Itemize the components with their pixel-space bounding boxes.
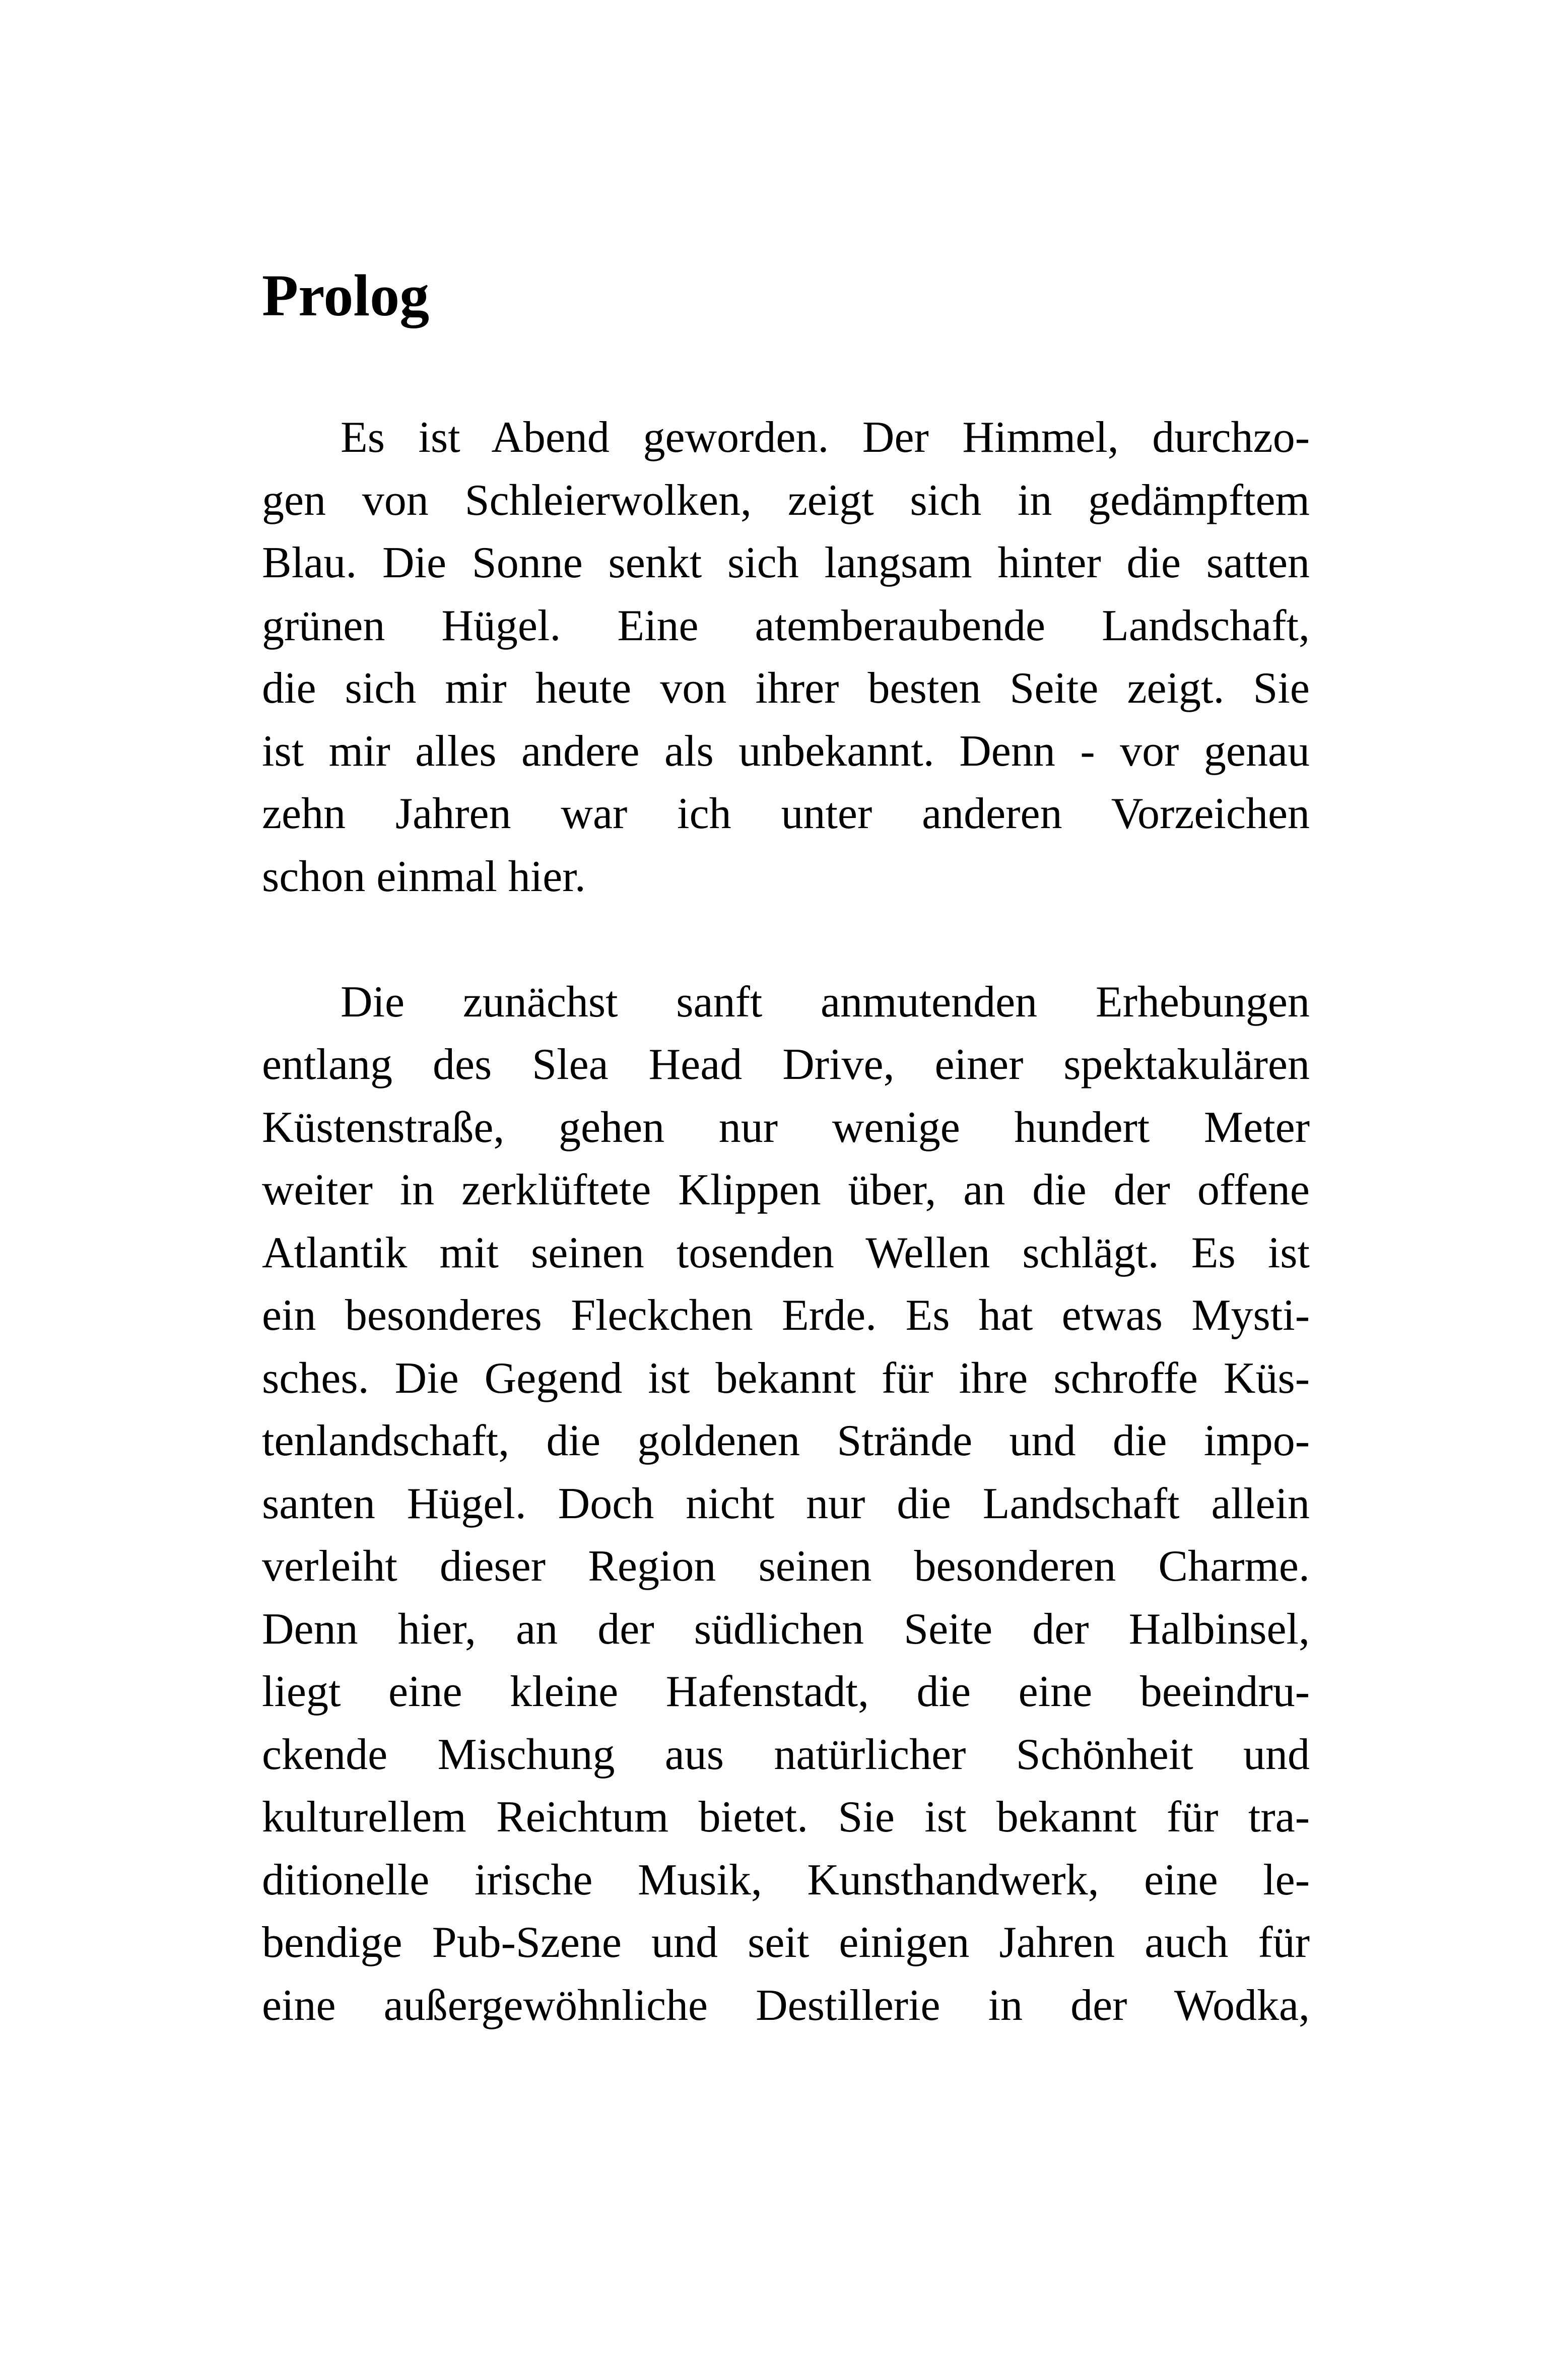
text-line: schon einmal hier. (262, 852, 586, 901)
text-line: grünen Hügel. Eine atemberaubende Landschaft, (262, 601, 1310, 650)
text-line: ist mir alles andere als unbekannt. Denn - vor genau (262, 726, 1310, 776)
text-line: Denn hier, an der südlichen Seite der Halbinsel, (262, 1604, 1310, 1654)
paragraph (262, 971, 1310, 2037)
text-line: Die zunächst sanft anmutenden Erhebungen (341, 977, 1310, 1027)
text-line: ckende Mischung aus natürlicher Schönheit und (262, 1730, 1310, 1779)
text-line: Es ist Abend geworden. Der Himmel, durchzo- (341, 413, 1310, 462)
chapter-title: Prolog (262, 262, 430, 328)
text-line: entlang des Slea Head Drive, einer spektakulären (262, 1040, 1310, 1089)
paragraph (262, 406, 1310, 908)
text-line: tenlandschaft, die goldenen Strände und die impo- (262, 1416, 1310, 1465)
text-line: Blau. Die Sonne senkt sich langsam hinter die satten (262, 538, 1310, 587)
text-line: bendige Pub-Szene und seit einigen Jahren auch für (262, 1918, 1310, 1967)
page-content (262, 262, 1310, 2037)
text-line: gen von Schleierwolken, zeigt sich in gedämpftem (262, 475, 1310, 525)
text-line: Atlantik mit seinen tosenden Wellen schlägt. Es ist (262, 1228, 1310, 1277)
text-line: liegt eine kleine Hafenstadt, die eine beeindru- (262, 1667, 1310, 1716)
text-line: kulturellem Reichtum bietet. Sie ist bekannt für tra- (262, 1793, 1310, 1842)
text-line: sches. Die Gegend ist bekannt für ihre schroffe Küs- (262, 1353, 1310, 1403)
text-line: die sich mir heute von ihrer besten Seite zeigt. Sie (262, 664, 1310, 713)
text-line: ditionelle irische Musik, Kunsthandwerk, eine le- (262, 1855, 1310, 1905)
body-text (262, 406, 1310, 2037)
text-line: santen Hügel. Doch nicht nur die Landschaft allein (262, 1479, 1310, 1528)
text-line: verleiht dieser Region seinen besonderen Charme. (262, 1542, 1310, 1591)
text-line: Küstenstraße, gehen nur wenige hundert Meter (262, 1103, 1310, 1152)
text-line: zehn Jahren war ich unter anderen Vorzeichen (262, 789, 1310, 838)
text-line: ein besonderes Fleckchen Erde. Es hat etwas Mysti- (262, 1291, 1310, 1340)
text-line: weiter in zerklüftete Klippen über, an die der offene (262, 1166, 1310, 1214)
text-line: eine außergewöhnliche Destillerie in der Wodka, (262, 1981, 1310, 2030)
